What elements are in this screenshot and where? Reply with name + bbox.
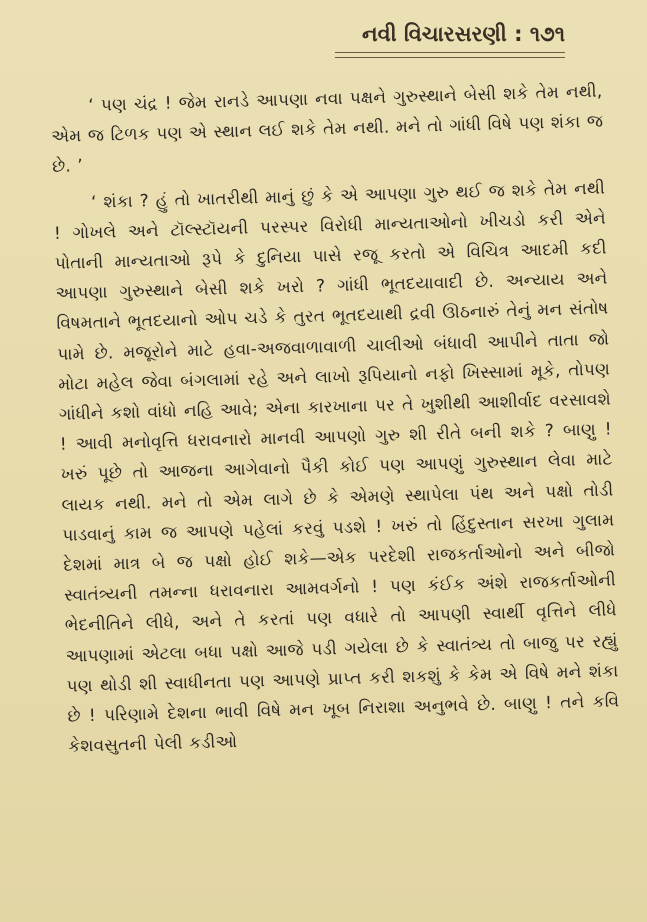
paragraph-2: ‘ શંકા ? હું તો ખાતરીથી માનું છું કે એ આપણા ગુરુ થઈ જ શકે તેમ નથી ! ગોખલે અને ટૉલ્સ્ટૉયની પરસ્પર વિરોધી માન્યતાઓનો ખીચડો કરી એને પોતાની માન્યતાઓ રૂપે કે દુનિયા પાસે રજૂ કરતો એ વિચિત્ર આદમી કદી આપણા ગુરુસ્થાને બેસી શકે ખરો ? ગાંધી ભૂતદયાવાદી છે. અન્યાય અને વિષમતાને ભૂતદયાનો ઓપ ચડે કે તુરત ભૂતદયાથી દ્રવી ઊઠનારું તેનું મન સંતોષ પામે છે. મજૂરોને માટે હવા-અજવાળાવાળી ચાલીઓ બંધાવી આપીને તાતા જો મોટા મહેલ જેવા બંગલામાં રહે અને લાખો રૂપિયાનો નફો ખિસ્સામાં મૂકે, તોપણ ગાંધીને કશો વાંધો નહિ આવે; એના કારખાના પર તે ખુશીથી આશીર્વાદ વરસાવશે ! આવી મનોવૃત્તિ ધરાવનારો માનવી આપણો ગુરુ શી રીતે બની શકે ? બાણુ ! ખરું પૂછે તો આજના આગેવાનો પૈકી કોઈ પણ આપણું ગુરુસ્થાન લેવા માટે લાયક નથી. મને તો એમ લાગે છે કે એમણે સ્થાપેલા પંથ અને પક્ષો તોડી પાડવાનું કામ જ આપણે પહેલાં કરવું પડશે ! ખરું તો હિંદુસ્તાન સરખા ગુલામ દેશમાં માત્ર બે જ પક્ષો હોઈ શકે—એક પરદેશી રાજકર્તાઓનો અને બીજો સ્વાતંત્ર્યની તમન્ના ધરાવનારા આમવર્ગનો ! પણ કંઈક અંશે રાજકર્તાઓની ભેદનીતિને લીધે, અને તે કરતાં પણ વધારે તો આપણી સ્વાર્થી વૃત્તિને લીધે આપણામાં એટલા બધા પક્ષો આજે પડી ગયેલા છે કે સ્વાતંત્ર્ય તો બાજુ પર રહ્યું પણ થોડી શી સ્વાધીનતા પણ આપણે પ્રાપ્ત કરી શકશું કે કેમ એ વિષે મને શંકા છે ! પરિણામે દેશના ભાવી વિષે મન ખૂબ નિરાશા અનુભવે છે. બાણુ ! તને કવિ કેશવસુતની પેલી કડીઓ xyxy=(53,178,620,758)
body-text xyxy=(50,77,621,763)
header-rule xyxy=(335,52,565,58)
running-header: નવી વિચારસરણી : ૧૭૧ xyxy=(361,22,565,46)
paragraph-1: ‘ પણ ચંદ્ર ! જેમ રાનડે આપણા નવા પક્ષને ગુરુસ્થાને બેસી શકે તેમ નથી, એમ જ ટિળક પણ એ સ્થાન લઈ શકે તેમ નથી. મને તો ગાંધી વિષે પણ શંકા જ છે. ’ xyxy=(50,81,604,178)
